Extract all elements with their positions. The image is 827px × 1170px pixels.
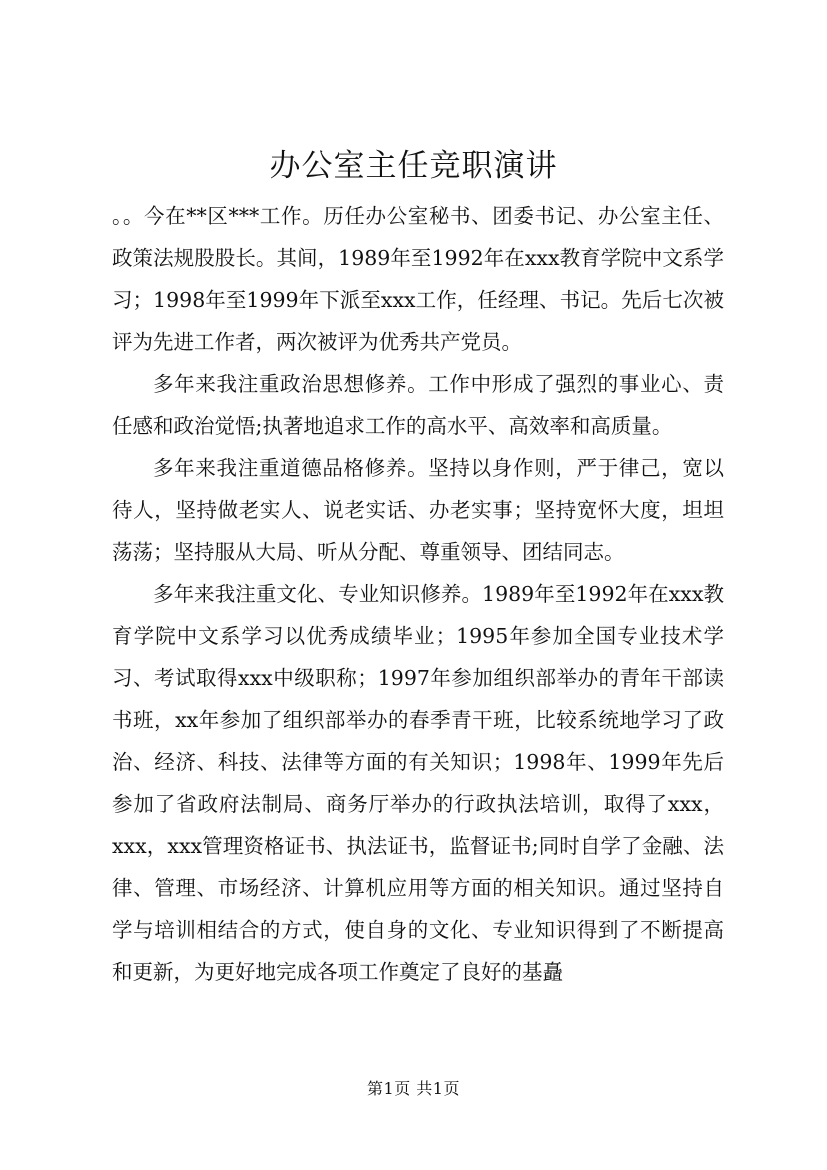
paragraph-4: 多年来我注重文化、专业知识修养。1989年至1992年在xxx教育学院中文系学习以优秀成绩毕业；1995年参加全国专业技术学习、考试取得xxx中级职称；1997年参加组织部举办的青年干部读书班，xx年参加了组织部举办的春季青干班，比较系统地学习了政治、经济、科技、法律等方面的有关知识；1998年、1999年先后参加了省政府法制局、商务厅举办的行政执法培训，取得了xxx，xxx，xxx管理资格证书、执法证书，监督证书;同时自学了金融、法律、管理、市场经济、计算机应用等方面的相关知识。通过坚持自学与培训相结合的方式，使自身的文化、专业知识得到了不断提高和更新，为更好地完成各项工作奠定了良好的基矗 — [112, 582, 724, 984]
document-body — [112, 195, 724, 993]
document-title: 办公室主任竞职演讲 — [269, 148, 558, 184]
paragraph-3: 多年来我注重道德品格修养。坚持以身作则，严于律己，宽以待人，坚持做老实人、说老实话、办老实事；坚持宽怀大度，坦坦荡荡；坚持服从大局、听从分配、尊重领导、团结同志。 — [112, 456, 724, 564]
paragraph-2: 多年来我注重政治思想修养。工作中形成了强烈的事业心、责任感和政治觉悟;执著地追求工作的高水平、高效率和高质量。 — [112, 372, 724, 438]
paragraph-1: 。。今在**区***工作。历任办公室秘书、团委书记、办公室主任、政策法规股股长。其间，1989年至1992年在xxx教育学院中文系学习；1998年至1999年下派至xxx工作，任经理、书记。先后七次被评为先进工作者，两次被评为优秀共产党员。 — [112, 204, 724, 354]
page-footer: 第1页 共1页 — [367, 1079, 460, 1098]
